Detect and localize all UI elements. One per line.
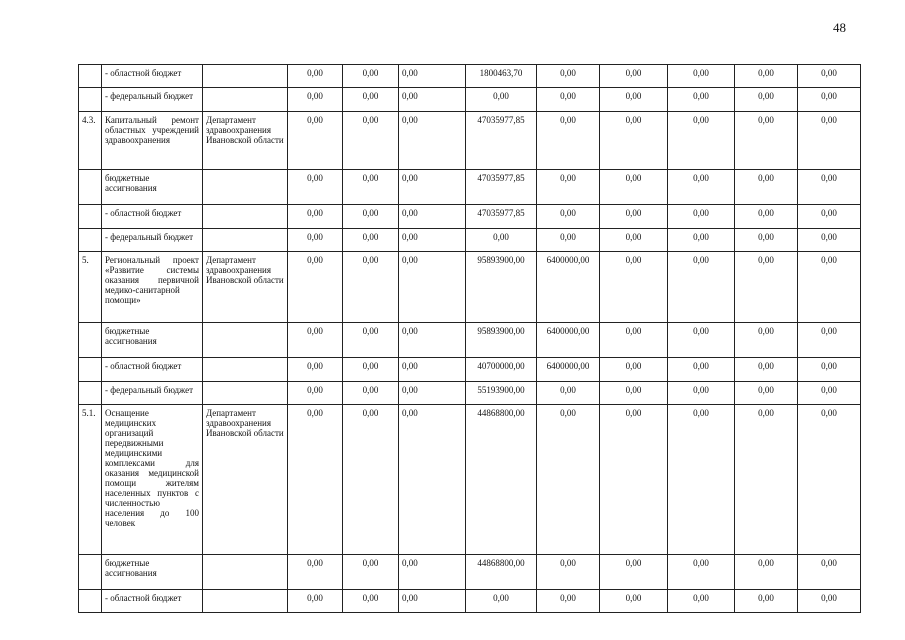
value-cell: 0,00 — [537, 229, 600, 252]
value-cell: 0,00 — [798, 170, 861, 205]
table-row — [79, 323, 861, 358]
value-cell: 0,00 — [343, 358, 399, 382]
value-cell: 0,00 — [343, 65, 399, 88]
value-cell: 47035977,85 — [466, 170, 537, 205]
value-cell: 0,00 — [466, 590, 537, 613]
row-executor — [203, 205, 288, 229]
value-cell: 0,00 — [343, 88, 399, 112]
row-name: - областной бюджет — [102, 205, 203, 229]
value-cell: 47035977,85 — [466, 112, 537, 170]
value-cell: 0,00 — [600, 229, 668, 252]
value-cell: 0,00 — [343, 590, 399, 613]
value-cell: 0,00 — [600, 555, 668, 590]
row-name: Капитальный ремонт областных учреждений здравоохранения — [102, 112, 203, 170]
value-cell: 0,00 — [668, 358, 735, 382]
value-cell: 0,00 — [537, 112, 600, 170]
row-name: - федеральный бюджет — [102, 229, 203, 252]
value-cell: 0,00 — [288, 323, 343, 358]
value-cell: 0,00 — [735, 65, 798, 88]
value-cell: 0,00 — [735, 555, 798, 590]
table-row — [79, 590, 861, 613]
value-cell: 0,00 — [600, 65, 668, 88]
row-executor — [203, 170, 288, 205]
table-row — [79, 405, 861, 555]
value-cell: 0,00 — [798, 382, 861, 405]
value-cell: 0,00 — [735, 405, 798, 555]
value-cell: 0,00 — [537, 382, 600, 405]
value-cell: 0,00 — [600, 112, 668, 170]
row-index — [79, 382, 102, 405]
table-row — [79, 555, 861, 590]
value-cell: 0,00 — [668, 252, 735, 323]
value-cell: 0,00 — [288, 382, 343, 405]
row-name: - федеральный бюджет — [102, 382, 203, 405]
row-index: 5.1. — [79, 405, 102, 555]
value-cell: 0,00 — [288, 88, 343, 112]
value-cell: 0,00 — [343, 112, 399, 170]
table-row — [79, 170, 861, 205]
value-cell: 0,00 — [343, 555, 399, 590]
value-cell: 0,00 — [399, 590, 466, 613]
value-cell: 0,00 — [668, 88, 735, 112]
value-cell: 0,00 — [399, 382, 466, 405]
value-cell: 0,00 — [798, 590, 861, 613]
value-cell: 0,00 — [399, 358, 466, 382]
value-cell: 0,00 — [537, 205, 600, 229]
value-cell: 0,00 — [600, 170, 668, 205]
budget-table — [78, 64, 861, 613]
value-cell: 0,00 — [288, 65, 343, 88]
row-index — [79, 323, 102, 358]
value-cell: 0,00 — [600, 358, 668, 382]
table-row — [79, 65, 861, 88]
row-name: Оснащение медицинских организаций передвижными медицинскими комплексами для оказания медицинской помощи жителям населенных пунктов с численностью населения до 100 человек — [102, 405, 203, 555]
value-cell: 44868800,00 — [466, 405, 537, 555]
value-cell: 1800463,70 — [466, 65, 537, 88]
value-cell: 0,00 — [537, 555, 600, 590]
value-cell: 0,00 — [343, 229, 399, 252]
value-cell: 0,00 — [288, 358, 343, 382]
value-cell: 0,00 — [466, 229, 537, 252]
row-index — [79, 229, 102, 252]
value-cell: 6400000,00 — [537, 358, 600, 382]
value-cell: 0,00 — [600, 252, 668, 323]
row-name: - областной бюджет — [102, 590, 203, 613]
row-executor: Департамент здравоохранения Ивановской области — [203, 112, 288, 170]
value-cell: 0,00 — [288, 170, 343, 205]
row-name: - областной бюджет — [102, 358, 203, 382]
value-cell: 0,00 — [537, 88, 600, 112]
value-cell: 0,00 — [735, 358, 798, 382]
row-executor: Департамент здравоохранения Ивановской области — [203, 252, 288, 323]
table-row — [79, 205, 861, 229]
row-index — [79, 590, 102, 613]
value-cell: 0,00 — [288, 252, 343, 323]
value-cell: 0,00 — [288, 112, 343, 170]
value-cell: 0,00 — [288, 205, 343, 229]
value-cell: 95893900,00 — [466, 252, 537, 323]
table-row — [79, 382, 861, 405]
value-cell: 47035977,85 — [466, 205, 537, 229]
value-cell: 0,00 — [798, 205, 861, 229]
value-cell: 95893900,00 — [466, 323, 537, 358]
row-executor — [203, 229, 288, 252]
value-cell: 0,00 — [288, 405, 343, 555]
value-cell: 0,00 — [735, 112, 798, 170]
value-cell: 0,00 — [668, 65, 735, 88]
value-cell: 0,00 — [399, 88, 466, 112]
value-cell: 0,00 — [668, 382, 735, 405]
value-cell: 0,00 — [735, 590, 798, 613]
value-cell: 0,00 — [343, 382, 399, 405]
table-row — [79, 229, 861, 252]
value-cell: 0,00 — [668, 205, 735, 229]
value-cell: 0,00 — [399, 405, 466, 555]
value-cell: 0,00 — [466, 88, 537, 112]
value-cell: 6400000,00 — [537, 252, 600, 323]
value-cell: 0,00 — [600, 88, 668, 112]
value-cell: 0,00 — [668, 405, 735, 555]
value-cell: 0,00 — [399, 555, 466, 590]
row-executor — [203, 65, 288, 88]
row-index — [79, 88, 102, 112]
value-cell: 0,00 — [798, 65, 861, 88]
value-cell: 0,00 — [735, 170, 798, 205]
row-index: 4.3. — [79, 112, 102, 170]
value-cell: 0,00 — [600, 590, 668, 613]
value-cell: 0,00 — [668, 229, 735, 252]
row-index — [79, 358, 102, 382]
value-cell: 0,00 — [537, 405, 600, 555]
value-cell: 0,00 — [399, 112, 466, 170]
value-cell: 0,00 — [798, 112, 861, 170]
value-cell: 0,00 — [668, 170, 735, 205]
value-cell: 55193900,00 — [466, 382, 537, 405]
value-cell: 44868800,00 — [466, 555, 537, 590]
row-name: - областной бюджет — [102, 65, 203, 88]
page-number: 48 — [833, 20, 846, 35]
row-name: - федеральный бюджет — [102, 88, 203, 112]
row-executor — [203, 590, 288, 613]
value-cell: 0,00 — [343, 323, 399, 358]
row-name: бюджетные ассигнования — [102, 555, 203, 590]
value-cell: 0,00 — [399, 229, 466, 252]
value-cell: 0,00 — [288, 229, 343, 252]
value-cell: 0,00 — [537, 65, 600, 88]
value-cell: 6400000,00 — [537, 323, 600, 358]
value-cell: 0,00 — [798, 252, 861, 323]
value-cell: 0,00 — [798, 555, 861, 590]
row-executor — [203, 382, 288, 405]
value-cell: 0,00 — [343, 170, 399, 205]
row-name: бюджетные ассигнования — [102, 170, 203, 205]
row-name: Региональный проект «Развитие системы оказания первичной медико-санитарной помощи» — [102, 252, 203, 323]
value-cell: 0,00 — [735, 229, 798, 252]
row-index: 5. — [79, 252, 102, 323]
row-executor — [203, 555, 288, 590]
value-cell: 0,00 — [798, 405, 861, 555]
value-cell: 0,00 — [399, 65, 466, 88]
value-cell: 0,00 — [343, 405, 399, 555]
value-cell: 0,00 — [399, 252, 466, 323]
table-row — [79, 358, 861, 382]
row-executor — [203, 323, 288, 358]
value-cell: 0,00 — [798, 229, 861, 252]
row-executor: Департамент здравоохранения Ивановской области — [203, 405, 288, 555]
value-cell: 0,00 — [798, 88, 861, 112]
value-cell: 0,00 — [668, 112, 735, 170]
value-cell: 0,00 — [600, 205, 668, 229]
value-cell: 0,00 — [735, 382, 798, 405]
value-cell: 0,00 — [343, 252, 399, 323]
value-cell: 0,00 — [537, 590, 600, 613]
row-name: бюджетные ассигнования — [102, 323, 203, 358]
value-cell: 0,00 — [600, 382, 668, 405]
value-cell: 0,00 — [399, 170, 466, 205]
table-row — [79, 88, 861, 112]
value-cell: 0,00 — [735, 323, 798, 358]
value-cell: 0,00 — [399, 205, 466, 229]
table-row — [79, 252, 861, 323]
value-cell: 40700000,00 — [466, 358, 537, 382]
value-cell: 0,00 — [288, 590, 343, 613]
table-row — [79, 112, 861, 170]
row-index — [79, 205, 102, 229]
value-cell: 0,00 — [668, 590, 735, 613]
value-cell: 0,00 — [668, 323, 735, 358]
row-executor — [203, 358, 288, 382]
value-cell: 0,00 — [537, 170, 600, 205]
value-cell: 0,00 — [600, 405, 668, 555]
value-cell: 0,00 — [735, 252, 798, 323]
value-cell: 0,00 — [399, 323, 466, 358]
value-cell: 0,00 — [600, 323, 668, 358]
value-cell: 0,00 — [735, 88, 798, 112]
value-cell: 0,00 — [343, 205, 399, 229]
row-executor — [203, 88, 288, 112]
row-index — [79, 555, 102, 590]
row-index — [79, 170, 102, 205]
value-cell: 0,00 — [798, 323, 861, 358]
value-cell: 0,00 — [735, 205, 798, 229]
value-cell: 0,00 — [288, 555, 343, 590]
row-index — [79, 65, 102, 88]
value-cell: 0,00 — [798, 358, 861, 382]
value-cell: 0,00 — [668, 555, 735, 590]
